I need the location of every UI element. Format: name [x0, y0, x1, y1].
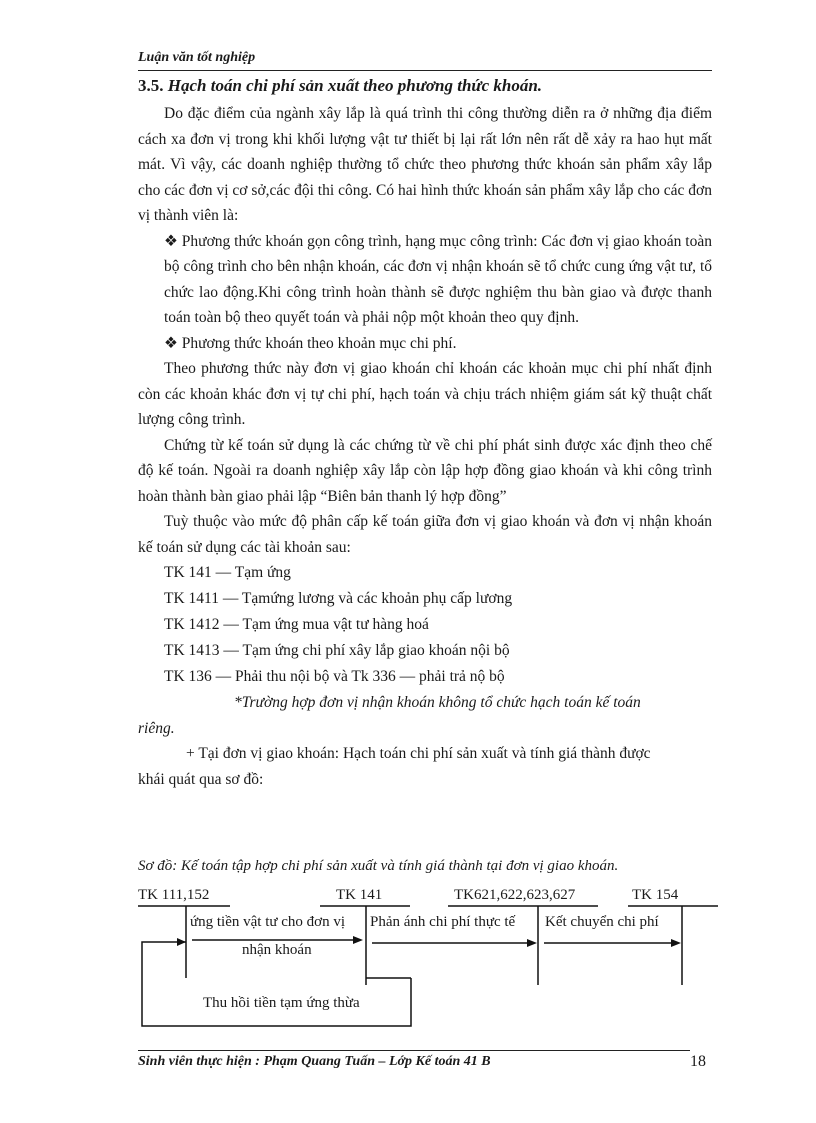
arrow-head: [177, 938, 186, 946]
account-item: TK 1413 — Tạm ứng chi phí xây lắp giao khoán nội bộ: [164, 642, 510, 659]
footer-text: Sinh viên thực hiện : Phạm Quang Tuấn – Lớp Kế toán 41 B: [138, 1054, 491, 1069]
account-item: TK 1411 — Tạmứng lương và các khoản phụ cấp lương: [164, 590, 513, 607]
note-line-2: riêng.: [138, 719, 175, 737]
account-item: TK 141 — Tạm ứng: [164, 564, 291, 581]
bullet-full-contract-text: ❖ Phương thức khoán gọn công trình, hạng mục công trình: Các đơn vị giao khoán toàn bộ công trình cho bên nhận khoán, các đơn vị nhận khoán sẽ tổ chức cung ứng vật tư, tổ chức lao động.Khi công trình hoàn thành sẽ được nghiệm thu bàn giao và được thanh toán toàn bộ theo quyết toán và phải nộp một khoản theo quy định.: [164, 232, 712, 326]
account-label-tk-154: TK 154: [632, 887, 679, 903]
account-label-tk-111: TK 111,152: [138, 887, 210, 903]
paragraph-documents: Chứng từ kế toán sử dụng là các chứng từ về chi phí phát sinh được xác định theo chế độ kế toán. Ngoài ra doanh nghiệp xây lắp còn lập hợp đồng giao khoán và khi công trình hoàn thành bàn giao phải lập “Biên bản thanh lý hợp đồng”: [138, 436, 712, 505]
flow-label-advance: ứng tiền vật tư cho đơn vị: [190, 914, 346, 930]
flow-label-advance-2: nhận khoán: [242, 942, 312, 958]
account-label-tk-621: TK621,622,623,627: [454, 887, 576, 903]
paragraph-intro: Do đặc điểm của ngành xây lắp là quá trình thi công thường diễn ra ở những địa điểm cách xa đơn vị trong khi khối lượng vật tư thiết bị lại rất lớn nên rất dễ xảy ra hao hụt mất mát. Vì vậy, các doanh nghiệp thường tổ chức theo phương thức khoán sản phẩm xây lắp cho các đơn vị cơ sở,các đội thi công. Có hai hình thức khoán sản phẩm xây lắp cho các đơn vị thành viên là:: [138, 105, 712, 224]
flow-label-transfer-cost: Kết chuyển chi phí: [545, 914, 659, 930]
arrow-head: [527, 939, 537, 947]
header-text: Luận văn tốt nghiệp: [138, 50, 256, 65]
page-number: 18: [690, 1053, 706, 1070]
account-label-tk-141: TK 141: [336, 887, 383, 903]
paragraph-accounts-intro: Tuỳ thuộc vào mức độ phân cấp kế toán giữa đơn vị giao khoán và đơn vị nhận khoán kế toán sử dụng các tài khoản sau:: [138, 513, 712, 556]
paragraph-method: Theo phương thức này đơn vị giao khoán chỉ khoán các khoản mục chi phí nhất định còn các khoản khác đơn vị tự chi phí, hạch toán và chịu trách nhiệm giám sát kỹ thuật chất lượng công trình.: [138, 360, 712, 428]
section-title: Hạch toán chi phí sản xuất theo phương thức khoán.: [167, 76, 543, 95]
account-item: TK 136 — Phải thu nội bộ và Tk 336 — phải trả nộ bộ: [164, 668, 505, 685]
flow-label-actual-cost: Phản ánh chi phí thực tế: [370, 914, 516, 930]
diagram-caption: Sơ đồ: Kế toán tập hợp chi phí sản xuất và tính giá thành tại đơn vị giao khoán.: [138, 858, 619, 874]
footer-divider: [138, 1050, 690, 1051]
flow-label-refund: Thu hồi tiền tạm ứng thừa: [203, 995, 360, 1011]
section-number: 3.5.: [138, 76, 164, 95]
arrow-head: [671, 939, 681, 947]
arrow-head: [353, 936, 363, 944]
paragraph-diagram-intro-2: khái quát qua sơ đồ:: [138, 770, 264, 788]
bullet-cost-item: ❖ Phương thức khoán theo khoản mục chi phí.: [164, 334, 457, 352]
account-item: TK 1412 — Tạm ứng mua vật tư hàng hoá: [164, 616, 429, 633]
paragraph-diagram-intro-1: + Tại đơn vị giao khoán: Hạch toán chi phí sản xuất và tính giá thành được: [186, 745, 651, 762]
note-line-1: *Trường hợp đơn vị nhận khoán không tổ chức hạch toán kế toán: [234, 694, 641, 711]
